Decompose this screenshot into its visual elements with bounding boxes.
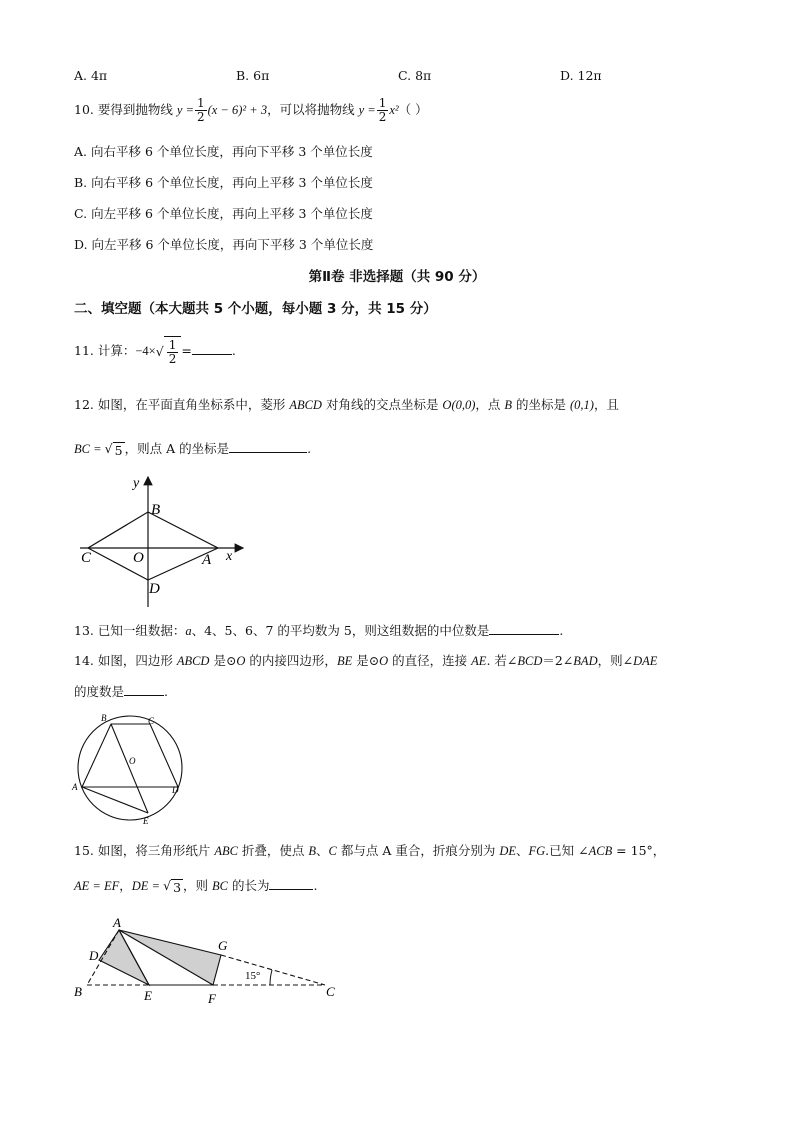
section-title: 二、填空题（本大题共 5 个小题，每小题 3 分，共 15 分） [74,301,437,317]
circle-o [78,716,182,820]
sqrt-sign: √ [155,343,164,359]
text: 12. 如图，在平面直角坐标系中，菱形 [74,397,290,412]
text: ，则点 A 的坐标是 [124,441,230,456]
label-d: D [89,948,99,963]
q9-option-c: C. 8π [398,68,432,83]
q14-line2 [74,682,168,700]
label-f: F [208,991,216,1006]
q9-option-b: B. 6π [236,68,270,83]
text: ，则∠ [597,653,634,668]
text: ＝2∠ [542,653,574,668]
text: 的直径，连接 [388,653,472,668]
q11-stem [74,336,236,367]
formula: ABCD [289,398,322,412]
question-number: 11. [74,343,98,358]
text: 的长为 [228,878,270,893]
formula: DAE [633,654,658,668]
label-c: C [81,550,92,566]
q10-option-d: D. 向左平移 6 个单位长度，再向下平移 3 个单位长度 [74,237,374,252]
text: 是⊙ [352,653,380,668]
formula: ACB [588,844,613,858]
label-c: C [148,716,155,726]
formula: AE [471,654,487,668]
angle-arc [270,970,272,985]
label-d: D [172,785,179,795]
text: 折叠，使点 [237,843,309,858]
label-a: A [72,782,78,792]
q13-stem [74,621,563,639]
answer-blank[interactable] [192,342,232,355]
q10-option-a: A. 向右平移 6 个单位长度，再向下平移 3 个单位长度 [74,144,373,159]
label-c: C [326,984,335,999]
label-x: x [226,549,233,564]
text: 、4、5、6、7 的平均数为 5，则这组数据的中位数是 [191,623,490,638]
text: 13. 已知一组数据： [74,623,186,638]
q15-line2 [74,876,317,895]
period: . [164,684,168,699]
label-e: E [144,988,152,1003]
text: 、 [515,843,529,858]
fraction-numerator: 1 [378,96,387,110]
q9-option-a: A. 4π [74,68,108,83]
q11-text: 计算： [97,343,136,358]
q9-option-d: D. 12π [560,68,602,83]
label-a: A [202,552,212,568]
segment-gc [221,955,325,985]
text: 都与点 A 重合，折痕分别为 [336,843,500,858]
label-o: O [129,756,136,766]
formula: x² [389,103,399,117]
fraction [377,97,389,124]
period: . [307,441,312,456]
rhombus [88,512,218,580]
diameter-be [111,724,148,813]
fraction-denominator: 2 [168,352,177,366]
period: . [559,623,564,638]
text: 的坐标是 [512,397,570,412]
q14-line1 [74,651,657,669]
text: 14. 如图，四边形 [74,653,177,668]
text: 的度数是 [74,684,125,699]
fraction [167,339,179,366]
formula: ABCD [176,654,210,668]
radicand: 3 [173,879,182,895]
sqrt-sign: √ [163,878,172,893]
text: 的内接四边形， [245,653,337,668]
formula: DE [499,844,516,858]
formula: ABC [214,844,238,858]
fraction-denominator: 2 [378,110,387,124]
radicand [164,336,182,367]
text: 对角线的交点坐标是 [321,397,443,412]
part-title: 第Ⅱ卷 非选择题（共 90 分） [308,269,486,285]
fraction-numerator: 1 [196,96,205,110]
formula: (0,1) [569,398,594,412]
text: = 15°， [612,843,666,858]
formula: y = [358,103,376,117]
period: . [231,343,236,358]
fold-figure [68,912,348,1012]
label-o: O [133,550,144,566]
text: ，且 [593,397,619,412]
q10-text: ，可以将抛物线 [267,102,359,117]
text: 15. 如图，将三角形纸片 [74,843,215,858]
fraction-denominator: 2 [196,110,205,124]
formula: O [236,654,246,668]
label-y: y [133,476,140,491]
text: 、 [316,843,329,858]
segment-ae [82,787,148,813]
period: . [313,878,318,893]
radicand: 5 [114,442,123,458]
rhombus-figure [75,472,250,612]
formula: (x − 6)² + 3 [207,103,268,117]
label-angle: 15° [245,970,261,982]
fraction [195,97,207,124]
formula: BCD [517,654,543,668]
sqrt-sign: √ [104,441,113,456]
formula: y = [176,103,194,117]
q10-stem [74,95,428,125]
text: ， [119,878,132,893]
text: .已知 ∠ [545,843,589,858]
formula: DE = [131,879,164,893]
label-g: G [218,938,228,953]
formula: BE [336,654,353,668]
label-b: B [101,713,107,723]
answer-blank[interactable] [489,622,559,635]
formula: BAD [573,654,598,668]
formula: BC [212,879,228,893]
q12-line2 [74,439,311,458]
label-e: E [143,816,149,826]
answer-blank[interactable] [229,440,307,453]
text: ，则 [183,878,213,893]
label-b: B [74,984,82,999]
formula: BC = [74,442,105,456]
label-d: D [149,581,160,597]
q10-option-b: B. 向右平移 6 个单位长度，再向上平移 3 个单位长度 [74,175,373,190]
text: . 若∠ [486,653,518,668]
text: ，点 [475,397,505,412]
q10-option-c: C. 向左平移 6 个单位长度，再向上平移 3 个单位长度 [74,206,373,221]
formula: C [328,844,337,858]
formula: O(0,0) [442,398,476,412]
formula: FG [528,844,546,858]
label-a: A [113,915,121,930]
formula: AE = EF [74,879,120,893]
q15-line1 [74,841,665,859]
formula: O [379,654,389,668]
q10-text: 要得到抛物线 [97,102,177,117]
formula: B [504,398,513,412]
answer-blank[interactable] [269,877,313,890]
circle-figure [68,710,188,828]
answer-blank[interactable] [124,683,164,696]
label-b: B [151,502,161,518]
formula: a [185,624,192,638]
text: 是⊙ [209,653,237,668]
q12-line1 [74,395,619,413]
answer-paren: （ ） [398,102,428,117]
formula: B [308,844,317,858]
equals: = [181,343,192,358]
question-number: 10. [74,102,98,117]
fraction-numerator: 1 [168,338,177,352]
formula: −4× [135,344,156,358]
